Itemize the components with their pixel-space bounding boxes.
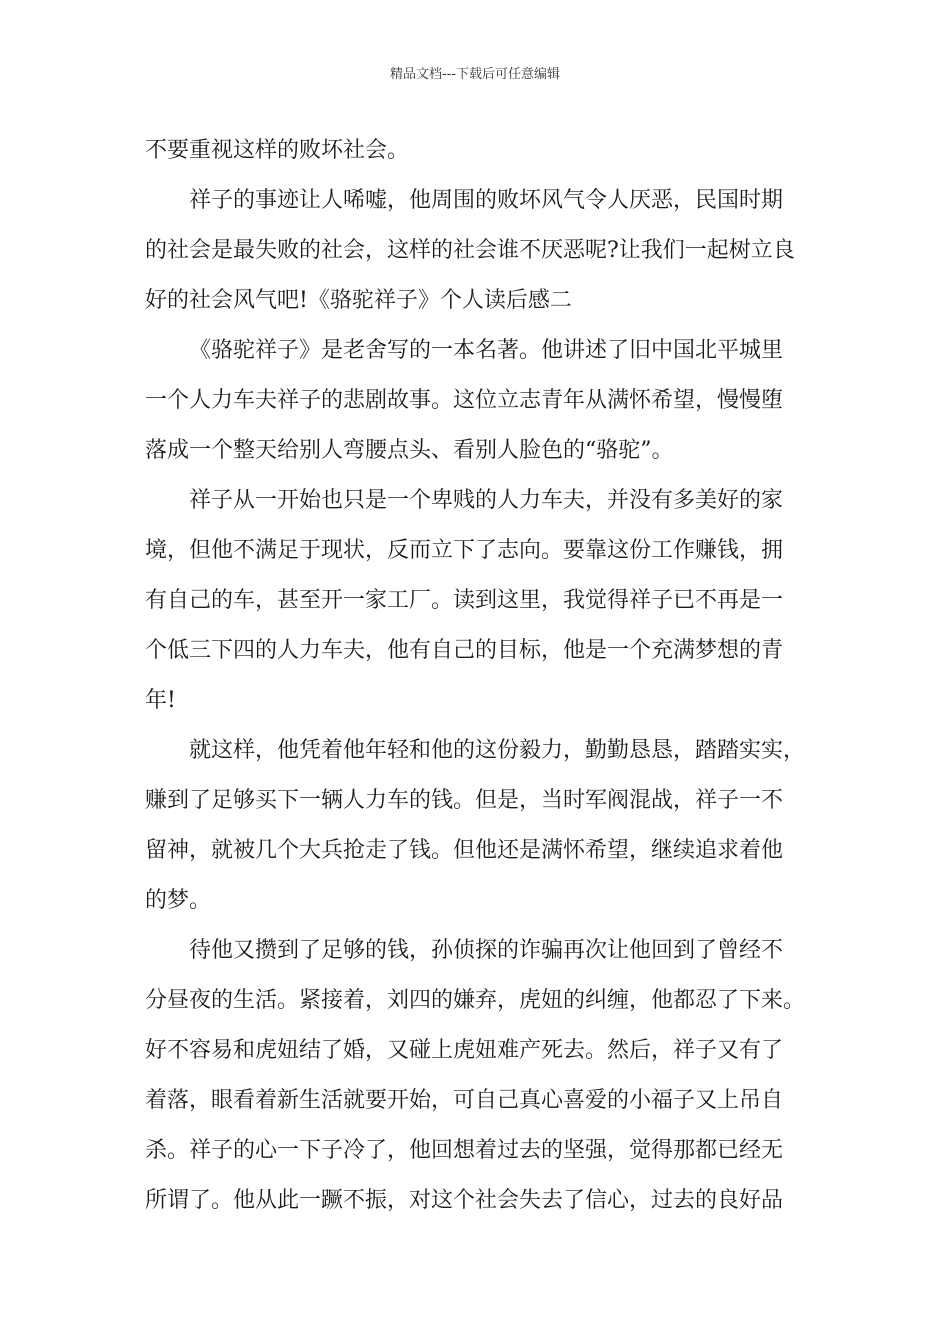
text-line: 好的社会风气吧!《骆驼祥子》个人读后感二	[145, 288, 572, 313]
text-line: 落成一个整天给别人弯腰点头、看别人脸色的“骆驼”。	[145, 438, 674, 463]
text-line: 赚到了足够买下一辆人力车的钱。但是，当时军阀混战，祥子一不	[145, 788, 784, 813]
text-line: 着落，眼看着新生活就要开始，可自己真心喜爱的小福子又上吊自	[145, 1088, 784, 1113]
text-line: 所谓了。他从此一蹶不振，对这个社会失去了信心，过去的良好品	[145, 1188, 784, 1213]
text-line: 境，但他不满足于现状，反而立下了志向。要靠这份工作赚钱，拥	[145, 538, 784, 563]
text-line: 个低三下四的人力车夫，他有自己的目标，他是一个充满梦想的青	[145, 638, 784, 663]
text-line: 年!	[145, 688, 176, 713]
text-line: 杀。祥子的心一下子冷了，他回想着过去的坚强，觉得那都已经无	[145, 1138, 784, 1163]
text-line: 有自己的车，甚至开一家工厂。读到这里，我觉得祥子已不再是一	[145, 588, 784, 613]
paragraph-first-line: 待他又攒到了足够的钱，孙侦探的诈骗再次让他回到了曾经不	[189, 938, 784, 963]
text-line: 的社会是最失败的社会，这样的社会谁不厌恶呢?让我们一起树立良	[145, 238, 795, 263]
paragraph-first-line: 《骆驼祥子》是老舍写的一本名著。他讲述了旧中国北平城里	[189, 338, 784, 363]
text-line: 的梦。	[145, 888, 212, 913]
text-line: 分昼夜的生活。紧接着，刘四的嫌弃，虎妞的纠缠，他都忍了下来。	[145, 988, 806, 1013]
text-line: 一个人力车夫祥子的悲剧故事。这位立志青年从满怀希望，慢慢堕	[145, 388, 784, 413]
paragraph-first-line: 祥子的事迹让人唏嘘，他周围的败坏风气令人厌恶，民国时期	[189, 188, 784, 213]
paragraph-first-line: 就这样，他凭着他年轻和他的这份毅力，勤勤恳恳，踏踏实实，	[189, 738, 806, 763]
paragraph-first-line: 祥子从一开始也只是一个卑贱的人力车夫，并没有多美好的家	[189, 488, 784, 513]
text-line: 好不容易和虎妞结了婚，又碰上虎妞难产死去。然后，祥子又有了	[145, 1038, 784, 1063]
text-line: 留神，就被几个大兵抢走了钱。但他还是满怀希望，继续追求着他	[145, 838, 784, 863]
text-line: 不要重视这样的败坏社会。	[145, 138, 410, 163]
document-body	[145, 126, 807, 1226]
page-header: 精品文档---下载后可任意编辑	[389, 67, 561, 82]
